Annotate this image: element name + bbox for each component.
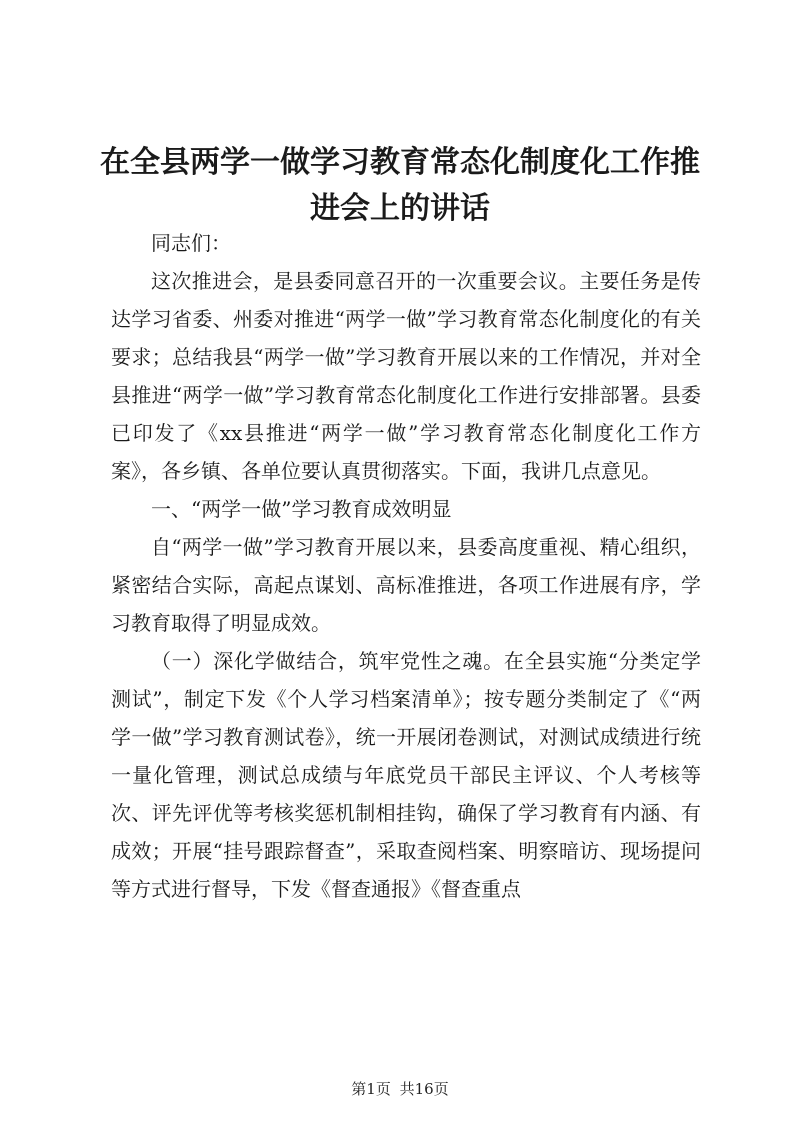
section-heading: 一、“两学一做”学习教育成效明显 [151, 497, 452, 521]
body-paragraph: 自“两学一做”学习教育开展以来，县委高度重视、精心组织，紧密结合实际，高起点谋划、高标准推进，各项工作进展有序，学习教育取得了明显成效。 [111, 535, 701, 635]
body-paragraph: 这次推进会，是县委同意召开的一次重要会议。主要任务是传达学习省委、州委对推进“两学一做”学习教育常态化制度化的有关要求；总结我县“两学一做”学习教育开展以来的工作情况，并对全县推进“两学一做”学习教育常态化制度化工作进行安排部署。县委已印发了《xx县推进“两学一做”学习教育常态化制度化工作方案》，各乡镇、各单位要认真贯彻落实。下面，我讲几点意见。 [111, 269, 701, 483]
document-body [111, 224, 701, 908]
body-paragraph: （一）深化学做结合，筑牢党性之魂。在全县实施“分类定学测试”，制定下发《个人学习档案清单》；按专题分类制定了《“两学一做”学习教育测试卷》，统一开展闭卷测试，对测试成绩进行统一量化管理，测试总成绩与年底党员干部民主评议、个人考核等次、评先评优等考核奖惩机制相挂钩，确保了学习教育有内涵、有成效；开展“挂号跟踪督查”，采取查阅档案、明察暗访、现场提问等方式进行督导，下发《督查通报》《督查重点 [111, 649, 701, 901]
greeting-paragraph: 同志们： [151, 231, 231, 255]
page-total: 共16页 [399, 1080, 449, 1098]
page-number: 第1页 [351, 1080, 391, 1098]
page-footer [0, 1078, 800, 1099]
document-title: 在全县两学一做学习教育常态化制度化工作推进会上的讲话 [100, 145, 700, 226]
